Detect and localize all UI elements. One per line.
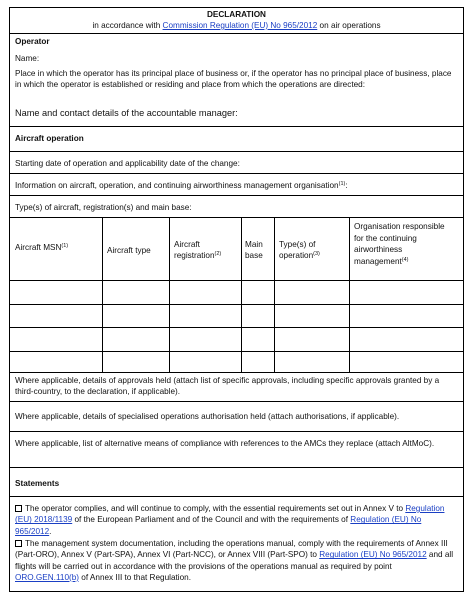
- statement-1-checkbox[interactable]: [15, 505, 22, 512]
- oro-gen-110b-link[interactable]: ORO.GEN.110(b): [15, 572, 79, 582]
- altmoc-label: Where applicable, list of alternative means of compliance with references to the AMCs they replace (attach AltMoC).: [15, 439, 435, 448]
- column-header-aircraft-msn-label: Aircraft MSN: [15, 243, 62, 252]
- aircraft-operation-heading: Aircraft operation: [15, 134, 84, 143]
- table-row: [10, 304, 463, 327]
- aircraft-types-row: [10, 195, 463, 217]
- aircraft-info-label: [15, 180, 348, 191]
- statements-heading-row: [10, 467, 463, 496]
- altmoc-row: [10, 431, 463, 467]
- statement-1-text: The operator complies, and will continue to comply, with the essential requirements set out in Annex V to: [25, 504, 406, 513]
- regulation-965-link-3[interactable]: Regulation (EU) No 965/2012: [319, 550, 427, 560]
- approvals-label: Where applicable, details of approvals held (attach list of specific approvals, including specific approvals granted by a third-country, to the declaration, if applicable).: [15, 376, 440, 397]
- declaration-title: DECLARATION: [207, 10, 266, 19]
- column-header-aircraft-registration-label: Aircraft registration: [174, 240, 215, 260]
- column-header-aircraft-registration: [174, 239, 238, 261]
- column-header-aircraft-msn: [15, 242, 68, 253]
- statement-2: [15, 538, 457, 583]
- column-header-aircraft-type-label: Aircraft type: [107, 246, 151, 255]
- operator-heading: Operator: [15, 37, 50, 46]
- start-date-label: Starting date of operation and applicability date of the change:: [15, 159, 240, 168]
- footnote-1: (1): [338, 181, 346, 187]
- statement-1: [15, 503, 457, 537]
- column-header-camo-sup: (4): [401, 256, 409, 263]
- column-header-camo-label: Organisation responsible for the continuing airworthiness management: [354, 222, 445, 266]
- column-header-aircraft-registration-sup: (2): [214, 251, 222, 257]
- subtitle-suffix: on air operations: [317, 21, 381, 30]
- operator-place-label: Place in which the operator has its principal place of business or, if the operator has no principal place of business, place in which the operator is established or residing and place from which the operations are directed:: [15, 69, 452, 90]
- operator-section: [10, 33, 463, 136]
- approvals-row: [10, 372, 463, 401]
- column-header-main-base-label: Main base: [245, 240, 263, 260]
- statement-2-text: The management system documentation, including the operations manual, comply with the requirements of Annex III (Part-ORO), Annex V (Part-SPA), Annex VI (Part-NCC), or Annex VIII (Part-SPO) to: [15, 539, 448, 560]
- subtitle-prefix: in accordance with: [92, 21, 163, 30]
- accountable-manager-label: Name and contact details of the accountable manager:: [15, 108, 238, 118]
- column-header-aircraft-type: [107, 245, 151, 256]
- column-header-main-base: [245, 239, 272, 261]
- start-date-row: [10, 151, 463, 173]
- aircraft-table: [10, 217, 463, 372]
- declaration-form: [9, 7, 464, 592]
- statements-body: [10, 496, 463, 593]
- column-header-operation-type: [279, 239, 343, 261]
- regulation-965-link-2[interactable]: Regulation (EU) No 965/2012: [15, 515, 422, 536]
- statements-heading: Statements: [15, 479, 60, 488]
- statement-2-end: of Annex III to that Regulation.: [79, 572, 191, 582]
- aircraft-operation-heading-row: [10, 126, 463, 151]
- aircraft-info-text: Information on aircraft, operation, and continuing airworthiness management organisation: [15, 181, 339, 190]
- operator-name-label: Name:: [15, 54, 40, 63]
- table-row: [10, 327, 463, 351]
- statement-1-mid: of the European Parliament and of the Council and with the requirements of: [72, 515, 351, 525]
- column-header-operation-type-label: Type(s) of operation: [279, 240, 316, 260]
- statement-1-end: .: [49, 526, 52, 536]
- statement-2-checkbox[interactable]: [15, 540, 22, 547]
- aircraft-info-colon: :: [345, 181, 348, 190]
- table-row: [10, 280, 463, 304]
- aircraft-info-row: [10, 173, 463, 195]
- aircraft-types-label: Type(s) of aircraft, registration(s) and main base:: [15, 203, 192, 212]
- specialised-operations-row: [10, 401, 463, 431]
- table-row: [10, 351, 463, 373]
- statement-2-mid: and all flights will be carried out in accordance with the provisions of the operations manual as required by point: [15, 550, 454, 571]
- column-header-operation-type-sup: (3): [313, 251, 320, 257]
- column-header-aircraft-msn-sup: (1): [61, 243, 69, 249]
- regulation-965-link[interactable]: Commission Regulation (EU) No 965/2012: [162, 21, 318, 30]
- specialised-operations-label: Where applicable, details of specialised operations authorisation held (attach authorisations, if applicable).: [15, 412, 400, 421]
- column-header-camo: [354, 221, 450, 267]
- regulation-2018-1139-link[interactable]: Regulation (EU) 2018/1139: [15, 504, 445, 525]
- declaration-subtitle: [10, 20, 463, 31]
